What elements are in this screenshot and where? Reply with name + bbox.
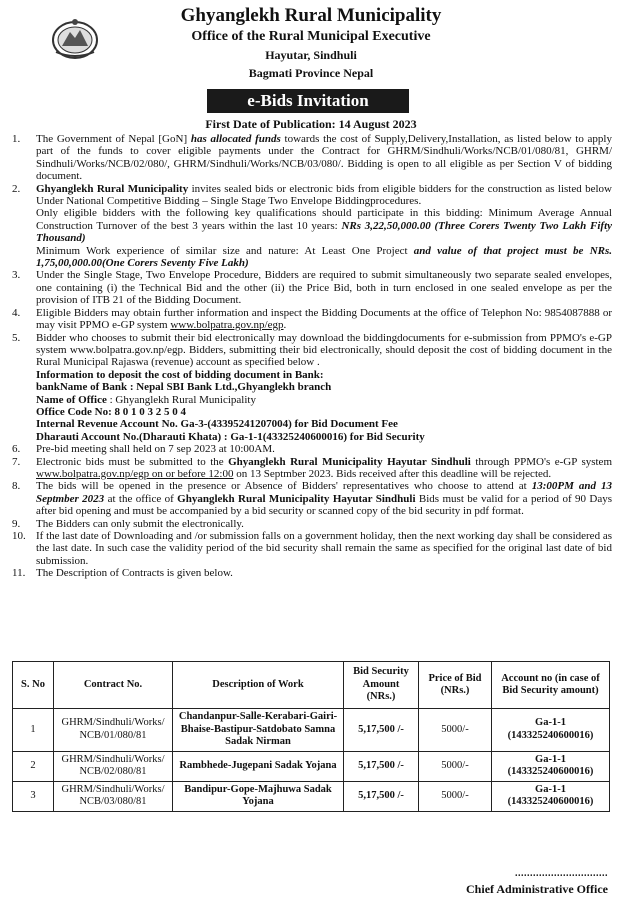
item-text [36,518,612,530]
office-location: Hayutar, Sindhuli [265,48,357,62]
text-run: Electronic bids must be submitted to the [36,455,229,468]
table-row [13,709,610,752]
cell-sn: 3 [13,781,54,811]
text-run: Internal Revenue Account No. Ga-3-(43395241207004) for Bid Document Fee [36,418,398,431]
text-run: has allocated funds [190,133,281,145]
col-header-price: Price of Bid (NRs.) [419,662,492,709]
item-subline [36,394,612,406]
text-run: through PPMO's e-GP system [470,455,612,468]
item-text [36,567,612,579]
text-run: NRs 3,22,50,000.00 (Three Corers Twenty Two Lakh Fifty Thousand) [36,219,613,245]
item-text [36,443,612,455]
item-number: 9. [12,517,21,530]
item-number: 4. [12,306,21,319]
municipality-title: Ghyanglekh Rural Municipality [180,5,442,26]
col-header-sn: S. No [13,662,54,709]
notice-item-6 [12,443,612,455]
cell-account: Ga-1-1 (143325240600016) [492,751,610,781]
cell-contract: GHRM/Sindhuli/Works/ NCB/03/080/81 [54,781,173,811]
notice-item-8 [12,480,612,517]
item-subline [36,406,612,418]
cell-sn: 1 [13,709,54,752]
text-run: at the office of [104,492,178,505]
text-run: The Description of Contracts is given below. [36,567,233,580]
text-run: bankName of Bank : Nepal SBI Bank Ltd.,Ghyanglekh branch [36,381,332,394]
text-run: Under the Single Stage, Two Envelope Procedure, Bidders are required to submit simultaneously two separate sealed envelopes, one containing (i) the Technical Bid and the other (ii) the Price Bid, both in turn enclosed in one sealed envelope as per the provision of ITB 21 of the Bidding Document. [36,269,612,307]
notice-item-7 [12,456,612,481]
item-text [36,530,612,567]
text-run: Only eligible bidders with the following key qualifications should participate in this bidding: Minimum Average Annual Construction Turnover of the best 3 years within the last 10 years: [36,207,612,232]
text-run: The Government of Nepal [GoN] [36,133,191,145]
notice-item-2 [12,183,612,270]
text-run: www.bolpatra.gov.np/egp [170,319,284,332]
notice-item-11 [12,567,612,579]
text-run: towards the cost of Supply,Delivery,Installation, as listed below to apply part of the funds to cover eligible payments under the Contract for GHRM/Sindhuli/Works/NCB/01/080/81, GHRM/ Sindhuli/Works/NCB/02/080/, GHRM/Sindhuli/Works/NCB/03/080/. Bidding is open to all eligible as per Section V of bidding document. [36,133,612,183]
text-run: and value of that project must be NRs. 1,75,00,000.00(One Corers Seventy Five Lakh) [36,244,613,270]
cell-sn: 2 [13,751,54,781]
text-run: The Bidders can only submit the electronically. [36,517,244,530]
notice-item-5 [12,332,612,444]
office-title: Office of the Rural Municipal Executive [191,29,431,44]
table-header-row [13,662,610,709]
cell-security: 5,17,500 /- [344,709,419,752]
cell-account: Ga-1-1 (143325240600016) [492,709,610,752]
col-header-contract: Contract No. [54,662,173,709]
cell-price: 5000/- [419,709,492,752]
text-run: Bids must be valid for a period of 90 Days after bid opening and must be accompanied by a bid security or scanned copy of the bid security in pdf format. [36,492,613,518]
item-subline [36,418,612,430]
text-run: Bidder who chooses to submit their bid electronically may download the biddingdocuments for e-submission from PPMO's e-GP system www.bolpatra.gov.np/egp. Bidders, submitting their bid electronically, should deposit the cost of bidding document in the Rural Municipal Rajaswa (revenue) account as specified below . [36,331,612,369]
cell-account: Ga-1-1 (143325240600016) [492,781,610,811]
notice-body [12,133,612,580]
item-text [36,269,612,306]
item-subline [36,369,612,381]
notice-item-1 [12,133,612,183]
text-run: The bids will be opened in the presence or Absence of Bidders' representatives who choose to attend at [36,480,532,493]
col-header-security: Bid Security Amount (NRs.) [344,662,419,709]
item-number: 3. [12,269,21,282]
text-run: www.bolpatra.gov.np/egp on or before [36,467,209,480]
cell-work: Bandipur-Gope-Majhuwa Sadak Yojana [173,781,344,811]
text-run: Ghyanglekh Rural Municipality Hayutar Sindhuli [228,455,471,468]
notice-item-10 [12,530,612,567]
item-number: 10. [12,530,26,542]
notice-item-4 [12,307,612,332]
text-run: Information to deposit the cost of bidding document in Bank: [36,368,324,381]
col-header-account: Account no (in case of Bid Security amount) [492,662,610,709]
cell-price: 5000/- [419,781,492,811]
table-row [13,781,610,811]
item-text [36,332,612,369]
cell-work: Rambhede-Jugepani Sadak Yojana [173,751,344,781]
notice-item-9 [12,518,612,530]
cell-contract: GHRM/Sindhuli/Works/ NCB/02/080/81 [54,751,173,781]
item-subline [36,381,612,393]
text-run: Office Code No: 8 0 1 0 3 2 5 0 4 [36,405,187,418]
text-run: : Ghyanglekh Rural Municipality [106,393,256,406]
cell-security: 5,17,500 /- [344,751,419,781]
text-run: on 13 Septmber 2023. Bids received after this deadline will be rejected. [233,467,552,480]
text-run: . [283,319,287,332]
text-run: invites sealed bids or electronic bids from eligible bidders for the construction as listed below Under National Competitive Bidding – Single Stage Two Envelope Biddingprocedures. [36,182,612,208]
item-number: 2. [12,182,21,195]
item-number: 6. [12,443,21,456]
table-body [13,709,610,812]
text-run: Eligible Bidders may obtain further information and inspect the Bidding Documents at the office of Telephon No: 9854087888 or may visit PPMO e-GP system [36,306,612,332]
cell-price: 5000/- [419,751,492,781]
col-header-work: Description of Work [173,662,344,709]
text-run: Name of Office [36,393,107,406]
item-number: 1. [12,133,21,145]
signatory-title: Chief Administrative Office [466,882,608,896]
text-run: Dharauti Account No.(Dharauti Khata) : Ga-1-1(43325240600016) for Bid Security [36,430,425,443]
item-subline [36,207,612,244]
item-text [36,307,612,332]
item-number: 8. [12,480,21,493]
cell-security: 5,17,500 /- [344,781,419,811]
publication-date: First Date of Publication: 14 August 2023 [205,117,417,131]
text-run: Minimum Work experience of similar size and nature: At Least One Project [36,244,414,257]
item-subline [36,245,612,270]
text-run: Ghyanglekh Rural Municipality [36,182,189,195]
item-number: 7. [12,455,21,468]
text-run: 12:00 [208,467,234,480]
item-text [36,480,612,517]
notice-item-3 [12,269,612,306]
ebids-banner: e-Bids Invitation [207,89,409,113]
text-run: 13:00PM and 13 Septmber 2023 [36,480,612,505]
signature-line: ............................... [515,868,608,879]
text-run: If the last date of Downloading and /or submission falls on a government holiday, then the next working day shall be considered as the last date. In such case the validity period of the bid security shall remain the same as specified for the original last date of bid submission. [36,530,612,567]
item-number: 5. [12,331,21,344]
text-run: Ghyanglekh Rural Municipality Hayutar Sindhuli [177,492,416,505]
text-run: Pre-bid meeting shall held on 7 sep 2023 at 10:00AM. [36,443,275,456]
province-name: Bagmati Province Nepal [248,66,374,80]
contracts-table [12,661,610,812]
cell-work: Chandanpur-Salle-Kerabari-Gairi-Bhaise-Bastipur-Satdobato Samna Sadak Nirman [173,709,344,752]
item-text [36,183,612,208]
cell-contract: GHRM/Sindhuli/Works/ NCB/01/080/81 [54,709,173,752]
item-number: 11. [12,567,26,580]
table-row [13,751,610,781]
item-subline [36,431,612,443]
item-text [36,133,612,183]
item-text [36,456,612,481]
